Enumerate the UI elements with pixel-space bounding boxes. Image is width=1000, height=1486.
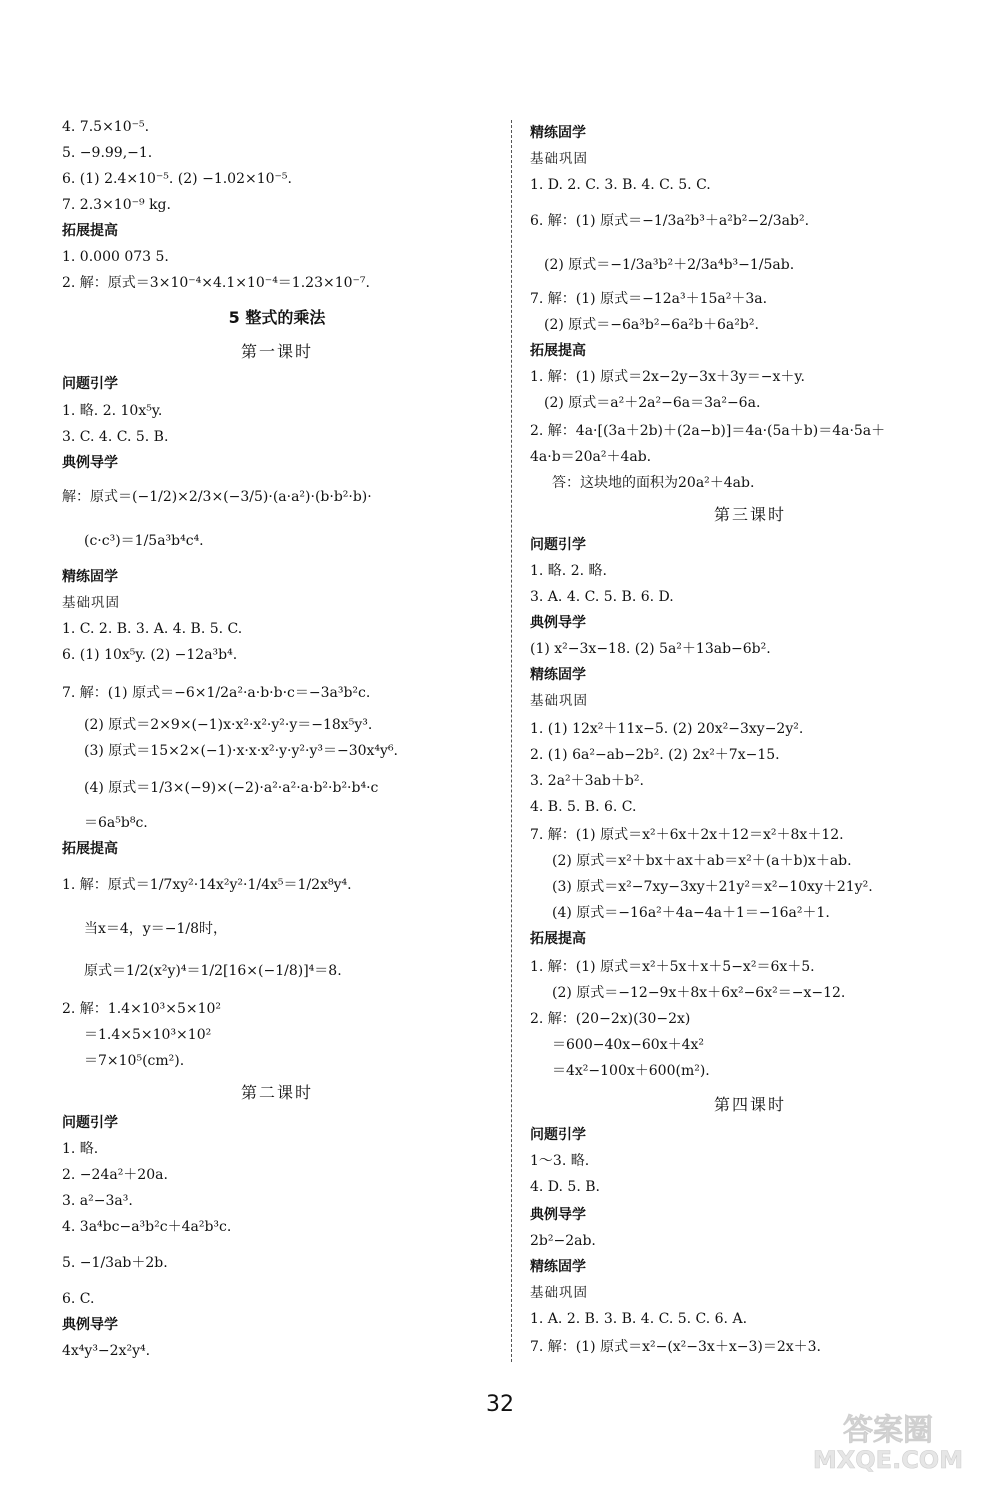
answer-line: (c·c³)＝1/5a³b⁴c⁴.: [84, 533, 204, 549]
answer-line: 4. 3a⁴bc−a³b²c＋4a²b³c.: [62, 1219, 232, 1235]
answer-line: (2) 原式＝−1/3a³b²＋2/3a⁴b³−1/5ab.: [544, 257, 795, 273]
answer-line: 4. 7.5×10⁻⁵.: [62, 119, 150, 135]
subsection-heading: 基础巩固: [530, 693, 588, 709]
answer-line: 原式＝1/2(x²y)⁴＝1/2[16×(−1/8)]⁴＝8.: [84, 963, 342, 979]
answer-line: 1. 解：原式＝1/7xy²·14x²y²·1/4x⁵＝1/2x⁸y⁴.: [62, 877, 352, 893]
answer-line: 1～3. 略.: [530, 1153, 590, 1169]
section-heading: 典例导学: [62, 1317, 118, 1333]
answer-line: (2) 原式＝2×9×(−1)x·x²·x²·y²·y＝−18x⁵y³.: [84, 717, 373, 733]
answer-line: ＝6a⁵b⁸c.: [84, 815, 148, 831]
answer-line: 3. C. 4. C. 5. B.: [62, 429, 169, 445]
answer-line: ＝7×10⁵(cm²).: [84, 1053, 185, 1069]
answer-line: 1. A. 2. B. 3. B. 4. C. 5. C. 6. A.: [530, 1311, 748, 1327]
answer-line: 2. 解：4a·[(3a＋2b)＋(2a−b)]＝4a·(5a＋b)＝4a·5a＋: [530, 423, 886, 439]
watermark-logo: [798, 1408, 978, 1474]
section-heading: 典例导学: [62, 455, 118, 471]
answer-line: 4. D. 5. B.: [530, 1179, 600, 1195]
answer-line: 2. 解：1.4×10³×5×10²: [62, 1001, 222, 1017]
answer-line: 4. B. 5. B. 6. C.: [530, 799, 637, 815]
section-heading: 拓展提高: [530, 343, 586, 359]
answer-line: 1. D. 2. C. 3. B. 4. C. 5. C.: [530, 177, 711, 193]
answer-line: 1. 略. 2. 10x⁵y.: [62, 403, 163, 419]
answer-line: (3) 原式＝15×2×(−1)·x·x·x²·y·y²·y³＝−30x⁴y⁶.: [84, 743, 399, 759]
page-number: 32: [486, 1392, 514, 1417]
answer-line: 5. −9.99,−1.: [62, 145, 153, 161]
answer-line: 1. 0.000 073 5.: [62, 249, 169, 265]
section-heading: 典例导学: [530, 615, 586, 631]
answer-line: 3. 2a²＋3ab＋b².: [530, 773, 644, 789]
answer-line: (4) 原式＝1/3×(−9)×(−2)·a²·a²·a·b²·b²·b⁴·c: [84, 780, 379, 796]
subsection-heading: 基础巩固: [530, 151, 588, 167]
section-heading: 精练固学: [530, 667, 586, 683]
column-divider: [511, 120, 512, 1362]
answer-line: 解：原式＝(−1/2)×2/3×(−3/5)·(a·a²)·(b·b²·b)·: [62, 489, 372, 505]
answer-line: 7. 2.3×10⁻⁹ kg.: [62, 197, 171, 213]
answer-line: 7. 解：(1) 原式＝−6×1/2a²·a·b·b·c＝−3a³b²c.: [62, 685, 371, 701]
answer-line: 1. (1) 12x²＋11x−5. (2) 20x²−3xy−2y².: [530, 721, 804, 737]
subsection-heading: 基础巩固: [530, 1285, 588, 1301]
answer-line: (4) 原式＝−16a²＋4a−4a＋1＝−16a²＋1.: [552, 905, 830, 921]
answer-line: 1. 略.: [62, 1141, 99, 1157]
answer-line: 当x＝4，y＝−1/8时，: [84, 921, 227, 937]
answer-line: (2) 原式＝x²＋bx＋ax＋ab＝x²＋(a＋b)x＋ab.: [552, 853, 852, 869]
section-heading: 问题引学: [530, 537, 586, 553]
section-heading: 精练固学: [530, 125, 586, 141]
answer-line: 2. 解：(20−2x)(30−2x): [530, 1011, 691, 1027]
answer-line: 6. (1) 10x⁵y. (2) −12a³b⁴.: [62, 647, 238, 663]
answer-line: (2) 原式＝−12−9x＋8x＋6x²−6x²＝−x−12.: [552, 985, 846, 1001]
answer-line: (3) 原式＝x²−7xy−3xy＋21y²＝x²−10xy＋21y².: [552, 879, 873, 895]
answer-line: 6. (1) 2.4×10⁻⁵. (2) −1.02×10⁻⁵.: [62, 171, 292, 187]
lesson-title: 第二课时: [240, 1083, 313, 1102]
answer-line: ＝1.4×5×10³×10²: [84, 1027, 212, 1043]
section-heading: 拓展提高: [62, 223, 118, 239]
answer-line: 7. 解：(1) 原式＝x²＋6x＋2x＋12＝x²＋8x＋12.: [530, 827, 844, 843]
section-heading: 问题引学: [62, 376, 118, 392]
section-heading: 拓展提高: [62, 841, 118, 857]
subsection-heading: 基础巩固: [62, 595, 120, 611]
section-heading: 问题引学: [62, 1115, 118, 1131]
answer-line: 4x⁴y³−2x²y⁴.: [62, 1343, 151, 1359]
answer-line: 1. 略. 2. 略.: [530, 563, 607, 579]
lesson-title: 第一课时: [240, 342, 313, 361]
answer-line: 6. C.: [62, 1291, 95, 1307]
answer-line: 6. 解：(1) 原式＝−1/3a²b³＋a²b²−2/3ab².: [530, 213, 810, 229]
answer-line: ＝4x²−100x＋600(m²).: [552, 1063, 710, 1079]
section-heading: 问题引学: [530, 1127, 586, 1143]
answer-line: (1) x²−3x−18. (2) 5a²＋13ab−6b².: [530, 641, 771, 657]
answer-line: 答：这块地的面积为20a²＋4ab.: [552, 475, 755, 491]
answer-line: ＝600−40x−60x＋4x²: [552, 1037, 705, 1053]
answer-line: 7. 解：(1) 原式＝−12a³＋15a²＋3a.: [530, 291, 768, 307]
section-heading: 拓展提高: [530, 931, 586, 947]
section-heading: 典例导学: [530, 1207, 586, 1223]
answer-line: 4a·b＝20a²＋4ab.: [530, 449, 652, 465]
answer-line: 1. 解：(1) 原式＝2x−2y−3x＋3y＝−x＋y.: [530, 369, 805, 385]
answer-line: 2. −24a²＋20a.: [62, 1167, 168, 1183]
answer-line: 5. −1/3ab＋2b.: [62, 1255, 168, 1271]
lesson-title: 第三课时: [713, 505, 786, 524]
answer-line: 1. 解：(1) 原式＝x²＋5x＋x＋5−x²＝6x＋5.: [530, 959, 815, 975]
answer-line: 7. 解：(1) 原式＝x²−(x²−3x＋x−3)＝2x＋3.: [530, 1339, 821, 1355]
answer-line: (2) 原式＝a²＋2a²−6a＝3a²−6a.: [544, 395, 761, 411]
answer-line: 2. (1) 6a²−ab−2b². (2) 2x²＋7x−15.: [530, 747, 780, 763]
section-heading: 精练固学: [530, 1259, 586, 1275]
answer-line: 3. A. 4. C. 5. B. 6. D.: [530, 589, 674, 605]
svg-text:MXQE.COM: MXQE.COM: [812, 1446, 964, 1474]
answer-line: 2b²−2ab.: [530, 1233, 596, 1249]
answer-line: 3. a²−3a³.: [62, 1193, 133, 1209]
section-heading: 精练固学: [62, 569, 118, 585]
svg-text:答案圈: 答案圈: [843, 1413, 933, 1448]
answer-line: (2) 原式＝−6a³b²−6a²b＋6a²b².: [544, 317, 759, 333]
answer-line: 2. 解：原式＝3×10⁻⁴×4.1×10⁻⁴＝1.23×10⁻⁷.: [62, 275, 370, 291]
lesson-title: 第四课时: [713, 1095, 786, 1114]
chapter-title: 5 整式的乘法: [228, 308, 326, 327]
answer-line: 1. C. 2. B. 3. A. 4. B. 5. C.: [62, 621, 243, 637]
